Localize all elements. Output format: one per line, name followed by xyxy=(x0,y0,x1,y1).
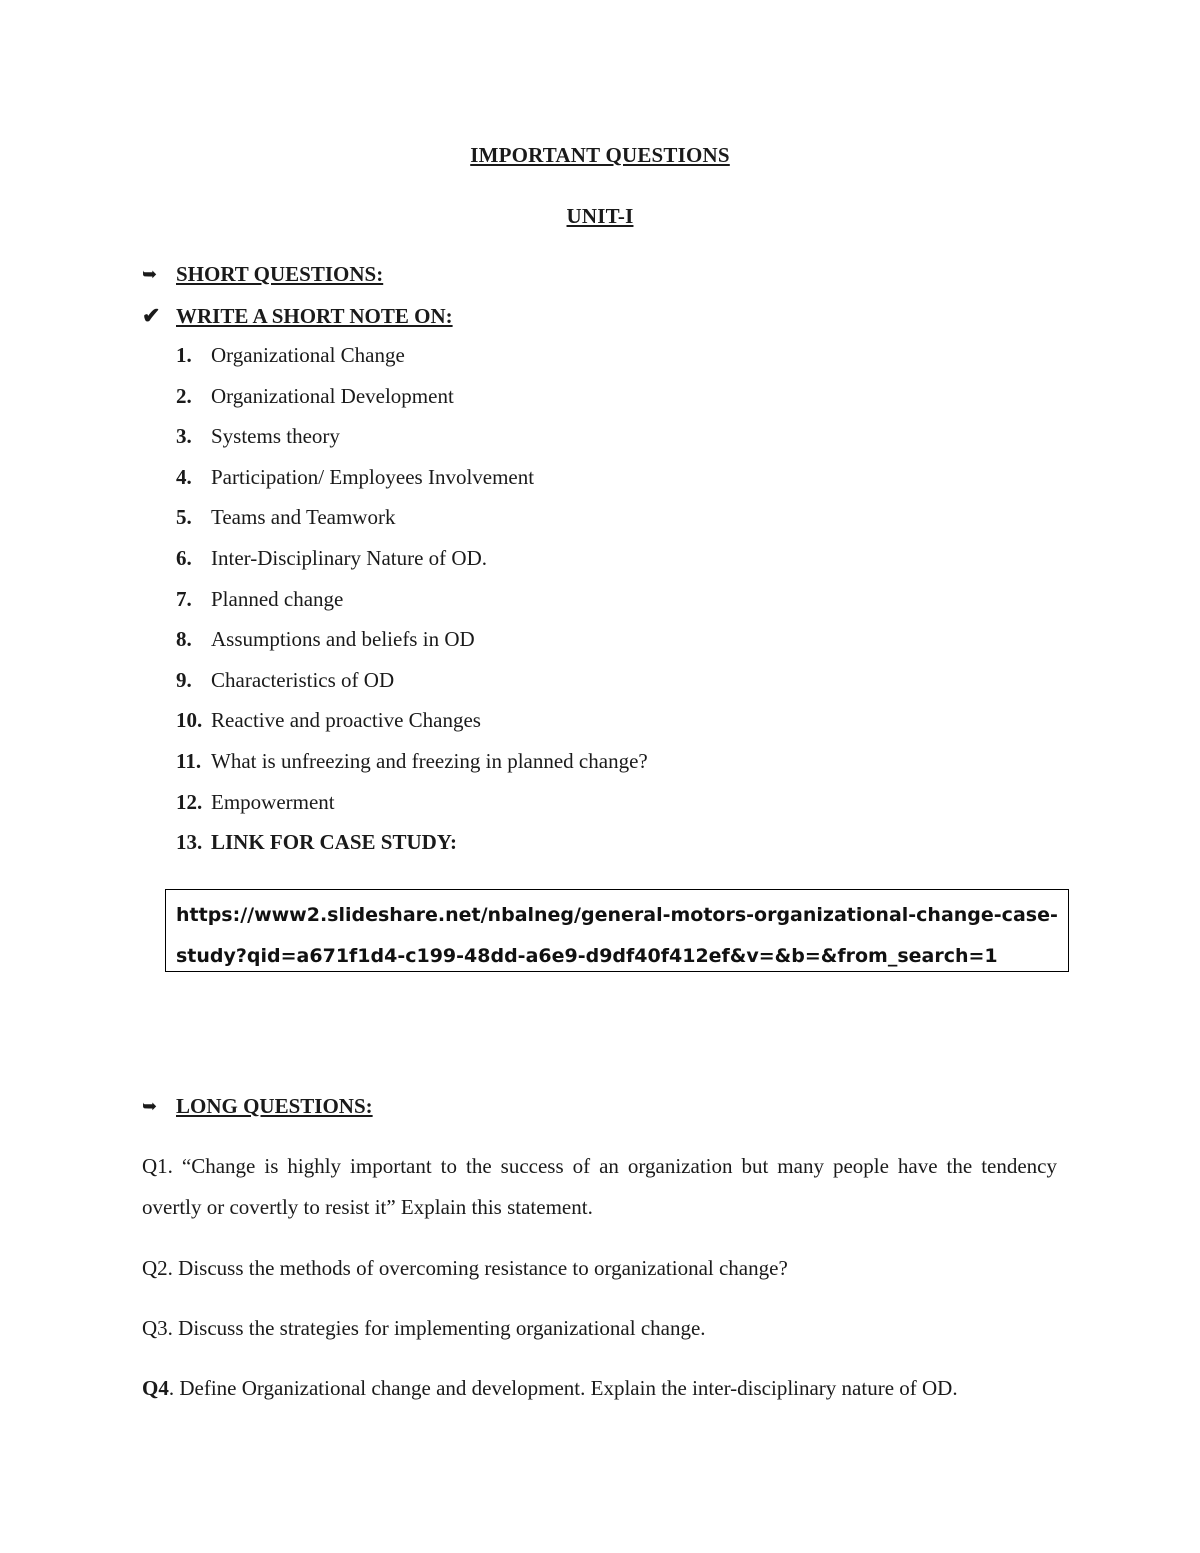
long-questions-heading xyxy=(142,1094,373,1119)
question-text: . Define Organizational change and development. Explain the inter-disciplinary nature of OD. xyxy=(168,1376,958,1400)
question-label: Q4 xyxy=(142,1376,169,1400)
case-study-link[interactable]: https://www2.slideshare.net/nbalneg/general-motors-organizational-change-case-study?qid=a671f1d4-c199-48dd-a6e9-d9df40f412ef&v=&b=&from_search=1 xyxy=(165,889,1069,972)
list-item xyxy=(176,790,648,831)
item-text: Teams and Teamwork xyxy=(211,505,396,530)
item-text: What is unfreezing and freezing in planned change? xyxy=(211,748,648,773)
long-question-4 xyxy=(142,1368,1057,1409)
item-number: 8. xyxy=(176,627,192,652)
page-title: IMPORTANT QUESTIONS xyxy=(470,143,730,167)
unit-title: UNIT-I xyxy=(566,204,634,228)
item-number: 2. xyxy=(176,383,192,408)
arrow-bullet-icon: ➥ xyxy=(142,264,158,284)
item-text: Systems theory xyxy=(211,424,340,449)
short-questions-heading xyxy=(142,262,383,287)
item-text: Organizational Development xyxy=(211,383,454,408)
question-text: . Discuss the methods of overcoming resistance to organizational change? xyxy=(167,1256,788,1280)
list-item xyxy=(176,668,648,709)
short-note-label: WRITE A SHORT NOTE ON: xyxy=(176,303,453,328)
list-item xyxy=(176,546,648,587)
item-number: 9. xyxy=(176,667,192,692)
item-number: 13. xyxy=(176,830,203,855)
item-number: 3. xyxy=(176,424,192,449)
item-text: Planned change xyxy=(211,586,344,611)
question-text: . Discuss the strategies for implementing organizational change. xyxy=(167,1316,706,1340)
item-number: 10. xyxy=(176,708,203,733)
item-text: Participation/ Employees Involvement xyxy=(211,464,535,489)
list-item xyxy=(176,424,648,465)
short-note-heading xyxy=(142,303,453,329)
item-text: Empowerment xyxy=(211,789,335,814)
list-item xyxy=(176,830,648,871)
list-item xyxy=(176,343,648,384)
checkmark-icon: ✔ xyxy=(142,303,161,328)
item-number: 7. xyxy=(176,586,192,611)
item-text: Characteristics of OD xyxy=(211,667,395,692)
arrow-bullet-icon: ➥ xyxy=(142,1096,158,1116)
long-question-3 xyxy=(142,1308,1057,1349)
list-item xyxy=(176,587,648,628)
question-text: . “Change is highly important to the success of an organization but many people have the tendency overtly or covertly to resist it” Explain this statement. xyxy=(142,1154,1057,1219)
item-text: Assumptions and beliefs in OD xyxy=(211,627,475,652)
list-item xyxy=(176,627,648,668)
long-questions-label: LONG QUESTIONS: xyxy=(176,1094,373,1118)
list-item xyxy=(176,465,648,506)
list-item xyxy=(176,505,648,546)
item-text: LINK FOR CASE STUDY: xyxy=(211,830,458,855)
item-number: 1. xyxy=(176,343,192,367)
item-number: 12. xyxy=(176,789,203,814)
short-questions-list xyxy=(176,343,648,871)
item-number: 5. xyxy=(176,505,192,530)
short-questions-label: SHORT QUESTIONS: xyxy=(176,262,384,286)
list-item xyxy=(176,384,648,425)
question-label: Q2 xyxy=(142,1256,168,1280)
item-text: Inter-Disciplinary Nature of OD. xyxy=(211,545,487,570)
long-question-1 xyxy=(142,1146,1057,1228)
list-item xyxy=(176,749,648,790)
item-number: 11. xyxy=(176,748,202,773)
question-label: Q1 xyxy=(142,1154,168,1178)
list-item xyxy=(176,708,648,749)
question-label: Q3 xyxy=(142,1316,168,1340)
item-number: 4. xyxy=(176,464,192,489)
item-number: 6. xyxy=(176,545,192,570)
item-text: Reactive and proactive Changes xyxy=(211,708,481,733)
long-question-2 xyxy=(142,1248,1057,1289)
item-text: Organizational Change xyxy=(211,343,405,367)
